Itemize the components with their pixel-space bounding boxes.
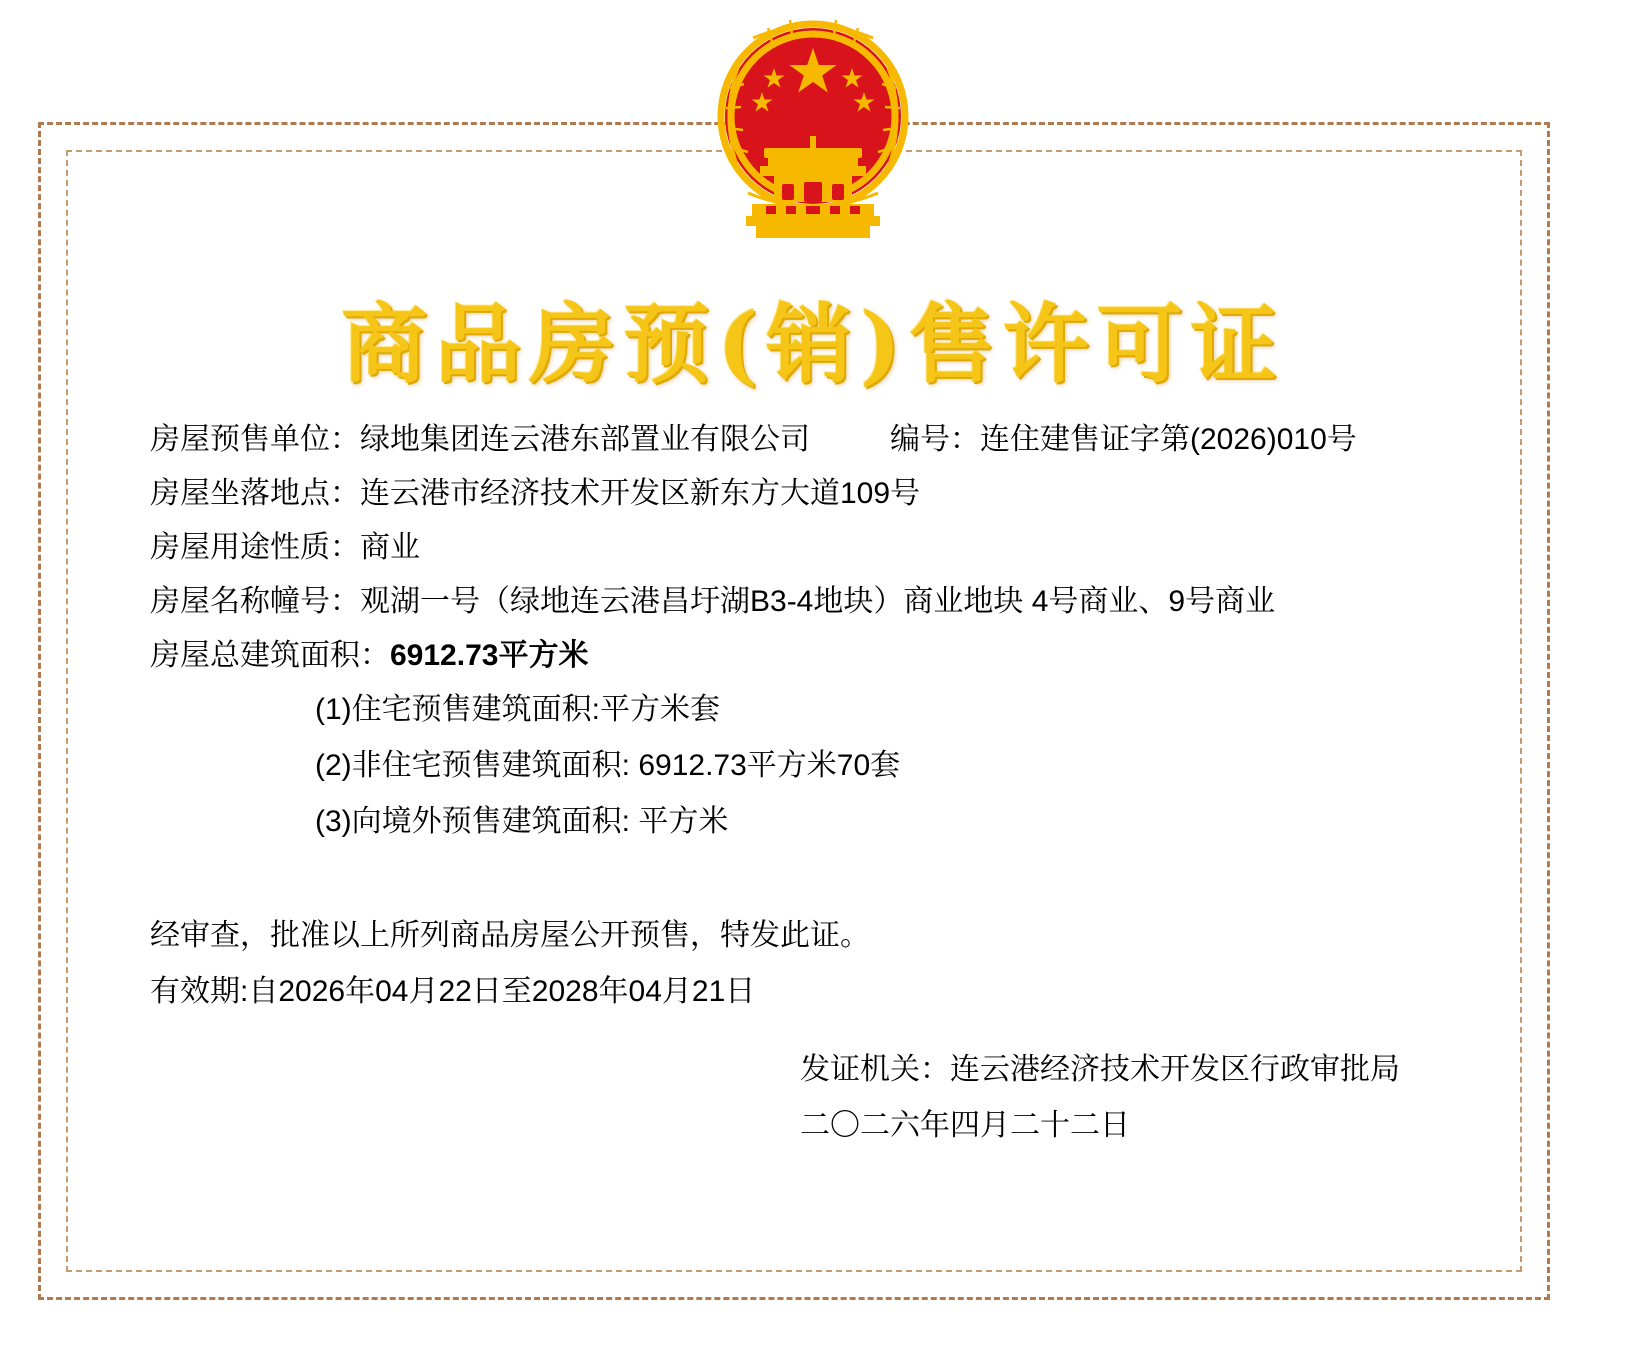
- issue-date: [800, 1111, 1490, 1161]
- location-value: 连云港市经济技术开发区新东方大道109号: [360, 477, 921, 510]
- building-name-value: 观湖一号（绿地连云港昌圩湖B3-4地块）商业地块 4号商业、9号商业: [360, 585, 1276, 618]
- building-name-label: 房屋名称幢号：: [150, 585, 360, 618]
- total-area-value: 6912.73平方米: [390, 639, 589, 672]
- body-spacer: [150, 863, 1490, 921]
- issuer-block: [150, 1055, 1490, 1161]
- issuing-authority-value: 连云港经济技术开发区行政审批局: [950, 1053, 1400, 1086]
- presale-unit-value: 绿地集团连云港东部置业有限公司: [360, 423, 810, 456]
- sub-item-residential-area: (1)住宅预售建筑面积:平方米套: [315, 693, 720, 726]
- sub-item-overseas-area: (3)向境外预售建筑面积: 平方米: [315, 805, 729, 838]
- national-emblem-icon: [708, 8, 918, 273]
- field-total-area: [150, 641, 1490, 695]
- field-usage: [150, 533, 1490, 587]
- usage-value: 商业: [360, 531, 420, 564]
- presale-unit-label: 房屋预售单位：: [150, 423, 360, 456]
- approval-statement: 经审查，批准以上所列商品房屋公开预售，特发此证。: [150, 919, 870, 952]
- certificate-body: [150, 425, 1490, 1161]
- field-presale-unit: [150, 425, 1490, 479]
- validity-period: 有效期:自2026年04月22日至2028年04月21日: [150, 975, 756, 1008]
- field-certificate-number: [890, 425, 1357, 455]
- issue-date-value: 二〇二六年四月二十二日: [800, 1109, 1130, 1142]
- sub-item-nonresidential-area: (2)非住宅预售建筑面积: 6912.73平方米70套: [315, 749, 901, 782]
- certificate-number-value: 连住建售证字第(2026)010号: [980, 423, 1357, 456]
- field-building-name: [150, 587, 1490, 641]
- certificate-number-label: 编号：: [890, 423, 980, 456]
- issuing-authority: [800, 1055, 1490, 1111]
- page-title: 商品房预(销)售许可证: [341, 294, 1285, 395]
- field-location: [150, 479, 1490, 533]
- issuing-authority-label: 发证机关：: [800, 1053, 950, 1086]
- total-area-label: 房屋总建筑面积：: [150, 639, 390, 672]
- location-label: 房屋坐落地点：: [150, 477, 360, 510]
- usage-label: 房屋用途性质：: [150, 531, 360, 564]
